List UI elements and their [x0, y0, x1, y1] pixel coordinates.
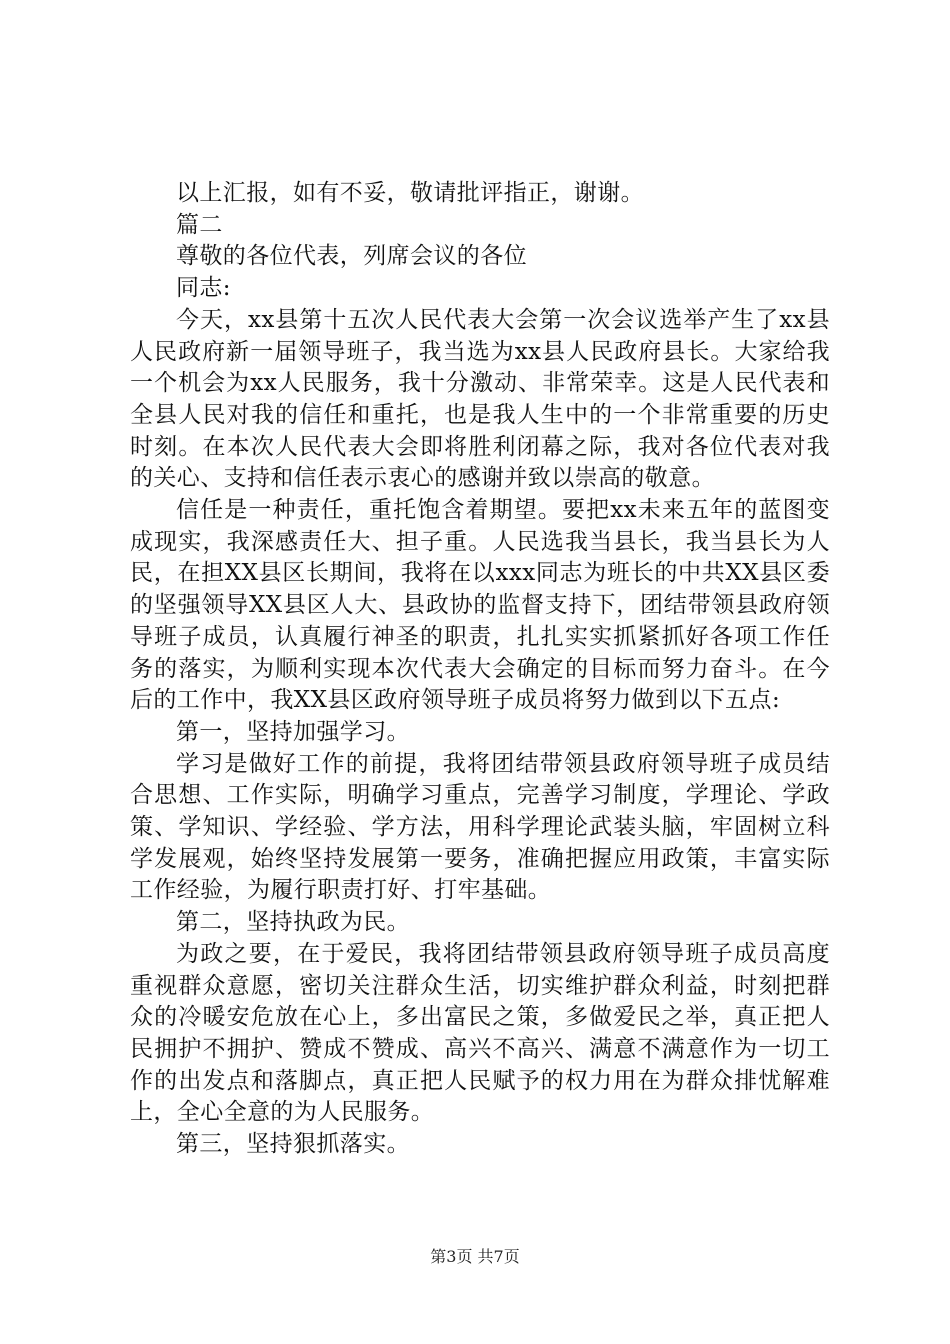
point-heading: 第三，坚持狠抓落实。: [176, 1131, 410, 1158]
body-paragraph: 为政之要，在于爱民，我将团结带领县政府领导班子成员高度重视群众意愿，密切关注群众生活，切实维护群众利益，时刻把群众的冷暖安危放在心上，多出富民之策，多做爱民之举，真正把人民拥护不拥护、赞成不赞成、高兴不高兴、满意不满意作为一切工作的出发点和落脚点，真正把人民赋予的权力用在为群众排忧解难上，全心全意的为人民服务。: [130, 940, 830, 1126]
document-body: [130, 178, 830, 1161]
body-paragraph: 信任是一种责任，重托饱含着期望。要把xx未来五年的蓝图变成现实，我深感责任大、担子重。人民选我当县长，我当县长为人民，在担XX县区长期间，我将在以xxx同志为班长的中共XX县区委的坚强领导XX县区人大、县政协的监督支持下，团结带领县政府领导班子成员，认真履行神圣的职责，扎扎实实抓紧抓好各项工作任务的落实，为顺利实现本次代表大会确定的目标而努力奋斗。在今后的工作中，我XX县区政府领导班子成员将努力做到以下五点:: [130, 497, 830, 714]
body-paragraph: 今天，xx县第十五次人民代表大会第一次会议选举产生了xx县人民政府新一届领导班子，我当选为xx县人民政府县长。大家给我一个机会为xx人民服务，我十分激动、非常荣幸。这是人民代表和全县人民对我的信任和重托，也是我人生中的一个非常重要的历史时刻。在本次人民代表大会即将胜利闭幕之际，我对各位代表对我的关心、支持和信任表示衷心的感谢并致以崇高的敬意。: [130, 306, 830, 492]
closing-paragraph: 以上汇报，如有不妥，敬请批评指正，谢谢。: [176, 180, 644, 206]
section-heading: 篇二: [176, 211, 223, 238]
point-heading: 第一，坚持加强学习。: [176, 718, 410, 745]
body-paragraph: 学习是做好工作的前提，我将团结带领县政府领导班子成员结合思想、工作实际，明确学习重点，完善学习制度，学理论、学政策、学知识、学经验、学方法，用科学理论武装头脑，牢固树立科学发展观，始终坚持发展第一要务，准确把握应用政策，丰富实际工作经验，为履行职责打好、打牢基础。: [130, 750, 830, 904]
salutation-line: 尊敬的各位代表，列席会议的各位: [176, 243, 527, 270]
salutation-line: 同志:: [176, 275, 231, 302]
point-heading: 第二，坚持执政为民。: [176, 909, 410, 936]
page-number-footer: 第3页 共7页: [430, 1247, 520, 1266]
